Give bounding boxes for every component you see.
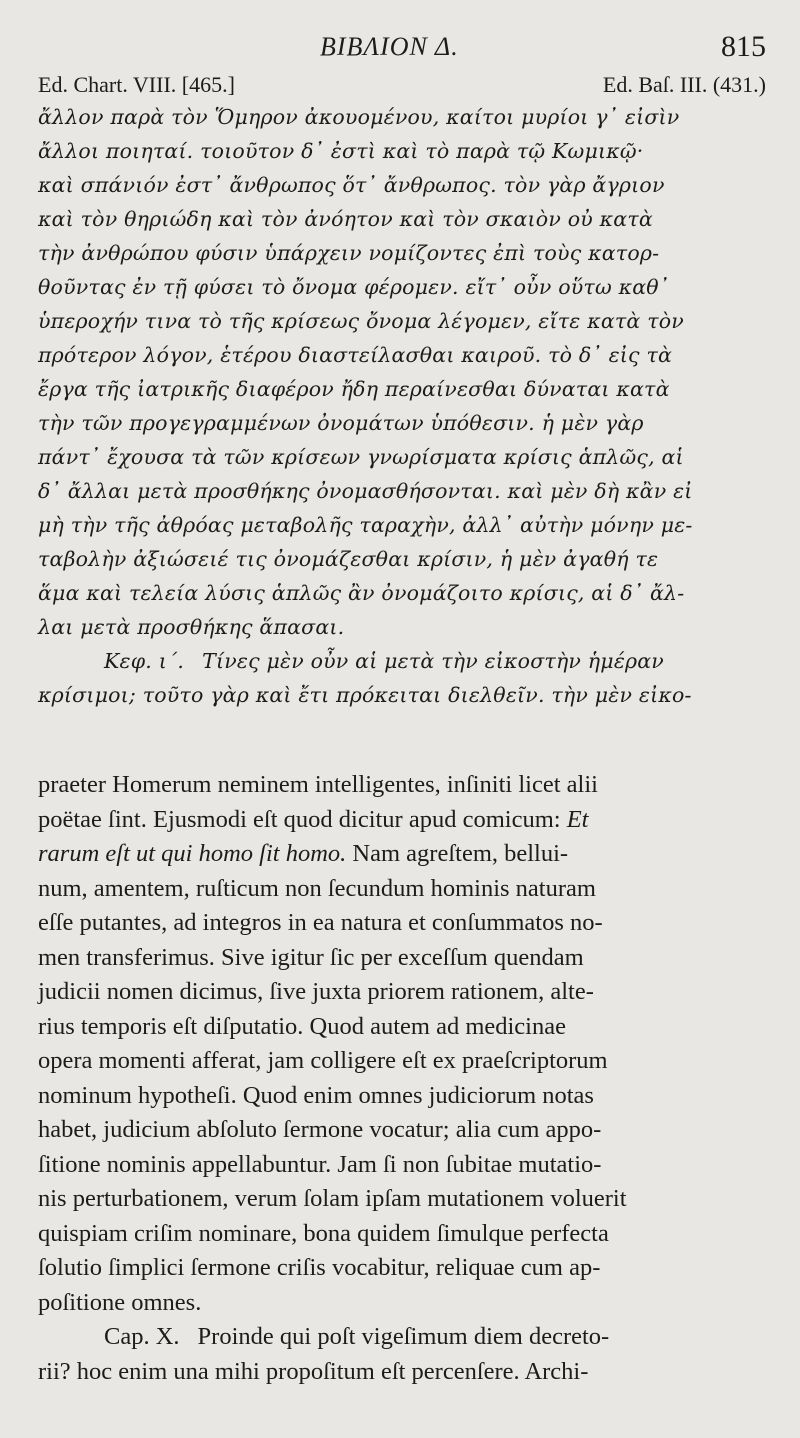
latin-text: Nam agreſtem, bellui-	[352, 840, 569, 867]
latin-line: ſolutio ſimplici ſermone criſis vocabitur, reliquae cum ap-	[38, 1254, 601, 1281]
greek-text-block	[38, 100, 766, 712]
latin-line: num, amentem, ruſticum non ſecundum hominis naturam	[38, 874, 596, 902]
greek-chapter-label: Κεφ. ι΄.	[104, 649, 185, 673]
latin-line: poſitione omnes.	[38, 1288, 202, 1316]
greek-line: καὶ τὸν θηριώδη καὶ τὸν ἀνόητον καὶ τὸν σκαιὸν οὐ κατὰ	[38, 207, 653, 231]
greek-line: ἄλλοι ποιηταί. τοιοῦτον δ᾽ ἐστὶ καὶ τὸ παρὰ τῷ Κωμικῷ·	[38, 139, 644, 163]
greek-line: ἅμα καὶ τελεία λύσις ἁπλῶς ἂν ὀνομάζοιτο κρίσις, αἱ δ᾽ ἄλ-	[38, 581, 685, 605]
greek-line: λαι μετὰ προσθήκης ἅπασαι.	[38, 615, 345, 639]
edition-reference-chartier: Ed. Chart. VIII. [465.]	[38, 72, 235, 97]
greek-line: καὶ σπάνιόν ἐστ᾽ ἄνθρωπος ὅτ᾽ ἄνθρωπος. τὸν γὰρ ἄγριον	[38, 173, 665, 197]
latin-text-block	[38, 768, 766, 1389]
greek-line: μὴ τὴν τῆς ἀθρόας μεταβολῆς ταραχὴν, ἀλλ᾽ αὐτὴν μόνην με-	[38, 513, 693, 537]
latin-line: nis perturbationem, verum ſolam ipſam mutationem voluerit	[38, 1185, 627, 1212]
greek-chapter-line	[38, 644, 766, 678]
greek-line: ἄλλον παρὰ τὸν Ὅμηρον ἀκουομένου, καίτοι μυρίοι γ᾽ εἰσὶν	[38, 105, 680, 129]
latin-line: eſſe putantes, ad integros in ea natura et conſummatos no-	[38, 909, 603, 936]
greek-line: πρότερον λόγον, ἑτέρου διαστείλασθαι καιροῦ. τὸ δ᾽ εἰς τὰ	[38, 343, 673, 367]
latin-quote-italic: rarum eſt ut qui homo ſit homo.	[38, 840, 347, 867]
greek-line: ταβολὴν ἀξιώσειέ τις ὀνομάζεσθαι κρίσιν, ἡ μὲν ἀγαθή τε	[38, 547, 659, 571]
latin-line: men transferimus. Sive igitur ſic per exceſſum quendam	[38, 943, 584, 971]
greek-line: ὑπεροχήν τινα τὸ τῆς κρίσεως ὄνομα λέγομεν, εἴτε κατὰ τὸν	[38, 309, 684, 333]
latin-line	[38, 837, 766, 872]
latin-text: poëtae ſint. Ejusmodi eſt quod dicitur apud comicum:	[38, 805, 561, 833]
latin-line: habet, judicium abſoluto ſermone vocatur; alia cum appo-	[38, 1116, 602, 1143]
latin-line: ſitione nominis appellabuntur. Jam ſi non ſubitae mutatio-	[38, 1150, 602, 1178]
page-number: 815	[721, 30, 766, 63]
greek-line: θοῦντας ἐν τῇ φύσει τὸ ὄνομα φέρομεν. εἴτ᾽ οὖν οὕτω καθ᾽	[38, 275, 670, 299]
running-title: ΒΙΒΛΙΟΝ Δ.	[320, 32, 459, 61]
edition-references	[38, 72, 766, 100]
greek-line: τὴν τῶν προγεγραμμένων ὀνομάτων ὑπόθεσιν. ἡ μὲν γὰρ	[38, 411, 644, 435]
latin-line: rius temporis eſt diſputatio. Quod autem ad medicinae	[38, 1012, 566, 1040]
edition-reference-basel: Ed. Baſ. III. (431.)	[602, 72, 766, 97]
greek-chapter-text: Τίνες μὲν οὖν αἱ μετὰ τὴν εἰκοστὴν ἡμέραν	[202, 649, 664, 673]
latin-line	[38, 803, 766, 838]
latin-chapter-text: Proinde qui poſt vigeſimum diem decreto-	[197, 1323, 610, 1350]
latin-chapter-label: Cap. X.	[104, 1323, 180, 1350]
latin-line: judicii nomen dicimus, ſive juxta priorem rationem, alte-	[38, 978, 594, 1005]
latin-line: opera momenti afferat, jam colligere eſt ex praeſcriptorum	[38, 1047, 608, 1074]
latin-line: nominum hypotheſi. Quod enim omnes judiciorum notas	[38, 1081, 594, 1109]
latin-line: praeter Homerum neminem intelligentes, inſiniti licet alii	[38, 771, 598, 798]
greek-line: κρίσιμοι; τοῦτο γὰρ καὶ ἔτι πρόκειται διελθεῖν. τὴν μὲν εἰκο-	[38, 683, 692, 707]
greek-line: ἔργα τῆς ἰατρικῆς διαφέρον ἤδη περαίνεσθαι δύναται κατὰ	[38, 377, 670, 401]
running-header	[0, 28, 800, 62]
latin-line: rii? hoc enim una mihi propoſitum eſt percenſere. Archi-	[38, 1357, 589, 1385]
latin-line: quispiam criſim nominare, bona quidem ſimulque perfecta	[38, 1219, 609, 1247]
latin-chapter-line	[38, 1320, 766, 1355]
greek-line: πάντ᾽ ἔχουσα τὰ τῶν κρίσεων γνωρίσματα κρίσις ἁπλῶς, αἱ	[38, 445, 684, 469]
latin-quote-italic: Et	[566, 805, 589, 833]
greek-line: δ᾽ ἄλλαι μετὰ προσθήκης ὀνομασθήσονται. καὶ μὲν δὴ κἂν εἰ	[38, 479, 693, 503]
greek-line: τὴν ἀνθρώπου φύσιν ὑπάρχειν νομίζοντες ἐπὶ τοὺς κατορ-	[38, 241, 660, 265]
